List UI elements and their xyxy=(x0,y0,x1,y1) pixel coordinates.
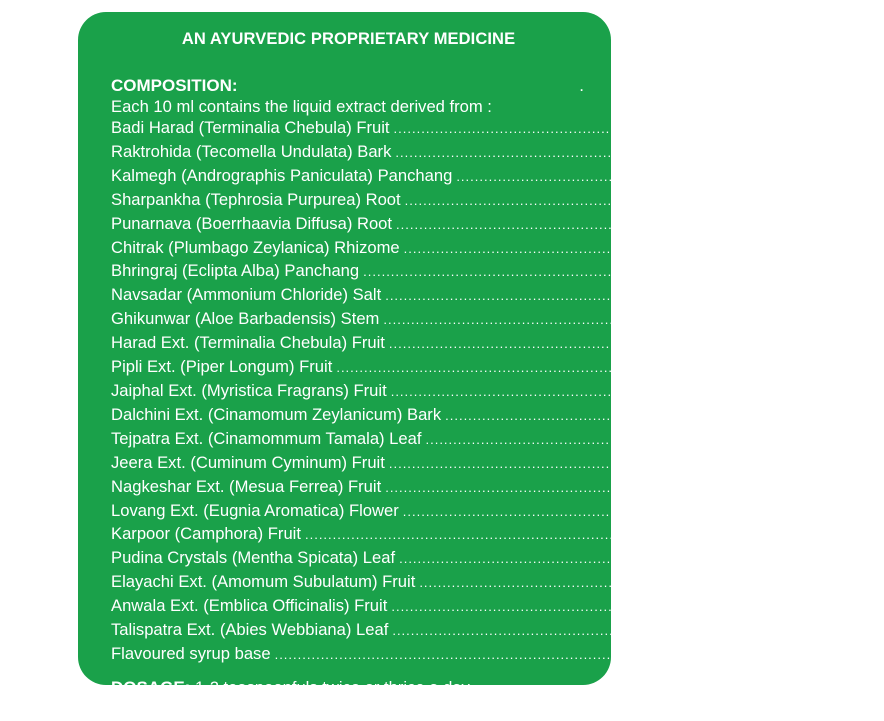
ingredient-row xyxy=(111,332,817,356)
ingredient-quantity: 10 mg xyxy=(757,476,804,496)
ingredient-row xyxy=(111,260,791,284)
ingredient-name: Tejpatra Ext. (Cinamommum Tamala) Leaf xyxy=(111,428,422,448)
dot-leader: ................................................................................ xyxy=(399,551,769,567)
medicine-label-card xyxy=(78,12,884,719)
ingredient-name: Lovang Ext. (Eugnia Aromatica) Flower xyxy=(111,500,399,520)
composition-intro: Each 10 ml contains the liquid extract derived from : xyxy=(111,97,492,116)
ingredient-quantity: 0.2 mg xyxy=(771,548,822,568)
ingredient-row xyxy=(111,595,819,619)
ingredient-name: Nagkeshar Ext. (Mesua Ferrea) Fruit xyxy=(111,476,382,496)
dot-leader: ................................................................................ xyxy=(419,575,789,591)
dosage-line-1 xyxy=(111,677,584,699)
dot-leader: ................................................................................ xyxy=(396,216,765,232)
dot-leader: ................................................................................ xyxy=(304,527,674,543)
dosage-text-2: or as directed by the physician or vaidya. xyxy=(111,699,412,719)
dot-leader: ................................................................................ xyxy=(403,240,773,256)
ingredient-name: Ghikunwar (Aloe Barbadensis) Stem xyxy=(111,309,380,329)
dot-leader: ................................................................................ xyxy=(385,479,755,495)
ingredient-row xyxy=(111,476,804,500)
ingredient-row xyxy=(111,380,809,404)
ingredient-quantity: 75 mg xyxy=(757,285,804,305)
dosage-text-1: 1-2 teaspoonfuls twice or thrice a day xyxy=(194,677,470,697)
dot-leader: ................................................................................ xyxy=(390,383,760,399)
ingredient-row xyxy=(111,500,821,524)
ingredient-name: Dalchini Ext. (Cinamomum Zeylanicum) Bark xyxy=(111,404,442,424)
ingredient-quantity: 150 mg xyxy=(775,237,831,257)
composition-heading xyxy=(111,75,584,96)
ingredient-row xyxy=(111,428,844,452)
ingredient-quantity: 100 mg xyxy=(776,189,832,209)
dot-leader: ................................................................................ xyxy=(385,288,755,304)
dot-leader: ................................................................................ xyxy=(393,121,763,136)
ingredient-name: Jaiphal Ext. (Myristica Fragrans) Fruit xyxy=(111,380,387,400)
ingredient-quantity: 100 mg xyxy=(760,333,817,353)
ingredient-row xyxy=(111,643,665,667)
ingredient-name: Punarnava (Boerrhaavia Diffusa) Root xyxy=(111,213,393,233)
ingredient-row xyxy=(111,117,821,141)
ingredient-quantity: 5 mg xyxy=(676,524,714,544)
ingredient-row xyxy=(111,619,811,643)
ingredient-row xyxy=(111,237,831,261)
ingredient-quantity: 200 mg xyxy=(755,309,811,329)
ingredient-quantity: 30 mg xyxy=(762,380,809,400)
ingredient-name: Anwala Ext. (Emblica Officinalis) Fruit xyxy=(111,596,388,616)
ingredient-name: Flavoured syrup base xyxy=(111,643,271,663)
ingredient-list xyxy=(111,117,884,667)
dosage-section xyxy=(111,677,584,721)
ingredient-row xyxy=(111,308,811,332)
ingredient-row xyxy=(111,571,838,595)
ingredient-quantity: 100 mg xyxy=(708,357,764,377)
ingredient-quantity: 200 mg xyxy=(828,165,884,185)
dot-leader: ................................................................................ xyxy=(392,623,762,639)
ingredient-quantity: 100 mg xyxy=(765,118,821,137)
ingredient-row xyxy=(111,213,824,237)
ingredient-name: Pipli Ext. (Piper Longum) Fruit xyxy=(111,357,333,377)
ingredient-quantity: 20 mg xyxy=(797,428,844,448)
ingredient-name: Pudina Crystals (Mentha Spicata) Leaf xyxy=(111,548,396,568)
ingredient-name: Bhringraj (Eclipta Alba) Panchang xyxy=(111,261,360,281)
ingredient-name: Raktrohida (Tecomella Undulata) Bark xyxy=(111,141,392,161)
dot-leader: ................................................................................ xyxy=(383,312,753,328)
dot-leader: ................................................................................ xyxy=(402,503,772,519)
ingredient-name: Elayachi Ext. (Amomum Subulatum) Fruit xyxy=(111,572,416,592)
ingredient-name: Chitrak (Plumbago Zeylanica) Rhizome xyxy=(111,237,400,257)
ingredient-row xyxy=(111,356,764,380)
dot-leader: ................................................................................ xyxy=(445,407,815,423)
ingredient-row xyxy=(111,284,804,308)
dot-leader: ................................................................................ xyxy=(404,192,774,208)
ingredient-quantity: 50 mg xyxy=(791,572,838,592)
dosage-label: DOSAGE: xyxy=(111,677,191,697)
ingredient-row xyxy=(111,404,864,428)
dot-leader: ................................................................................ xyxy=(388,336,758,352)
ingredient-row xyxy=(111,523,714,547)
dot-leader: ................................................................................ xyxy=(336,360,706,376)
label-header: AN AYURVEDIC PROPRIETARY MEDICINE xyxy=(181,30,516,48)
ingredient-row xyxy=(111,189,832,213)
ingredient-name: Harad Ext. (Terminalia Chebula) Fruit xyxy=(111,333,385,353)
composition-dot: . xyxy=(579,76,584,95)
ingredient-row xyxy=(111,165,884,189)
ingredient-quantity: qs xyxy=(646,643,665,663)
ingredient-quantity: 10 mg xyxy=(760,452,807,472)
dot-leader: ................................................................................ xyxy=(391,599,761,615)
ingredient-row xyxy=(111,547,822,571)
ingredient-name: Jeera Ext. (Cuminum Cyminum) Fruit xyxy=(111,452,385,472)
ingredient-quantity: 200 mg xyxy=(767,141,823,161)
dot-leader: ................................................................................ xyxy=(363,264,733,280)
ingredient-quantity: 175 mg xyxy=(763,596,819,616)
ingredient-quantity: 10 mg xyxy=(774,500,821,520)
dot-leader: ................................................................................ xyxy=(395,144,765,160)
composition-label: COMPOSITION: xyxy=(111,76,238,95)
dot-leader: ................................................................................ xyxy=(456,168,826,184)
dot-leader: ................................................................................ xyxy=(274,646,644,662)
ingredient-name: Talispatra Ext. (Abies Webbiana) Leaf xyxy=(111,620,389,640)
ingredient-name: Karpoor (Camphora) Fruit xyxy=(111,524,301,544)
ingredient-name: Sharpankha (Tephrosia Purpurea) Root xyxy=(111,189,401,209)
ingredient-quantity: 15 mg xyxy=(764,620,811,640)
dot-leader: ................................................................................ xyxy=(425,431,795,447)
ingredient-name: Kalmegh (Andrographis Paniculata) Panchang xyxy=(111,165,453,185)
ingredient-row xyxy=(111,452,807,476)
dot-leader: ................................................................................ xyxy=(388,455,758,471)
ingredient-quantity: 30 mg xyxy=(817,404,864,424)
ingredient-row xyxy=(111,141,823,165)
ingredient-quantity: 100 mg xyxy=(735,261,791,281)
ingredient-name: Badi Harad (Terminalia Chebula) Fruit xyxy=(111,118,390,137)
ingredient-name: Navsadar (Ammonium Chloride) Salt xyxy=(111,285,382,305)
ingredient-quantity: 100 mg xyxy=(767,213,824,233)
